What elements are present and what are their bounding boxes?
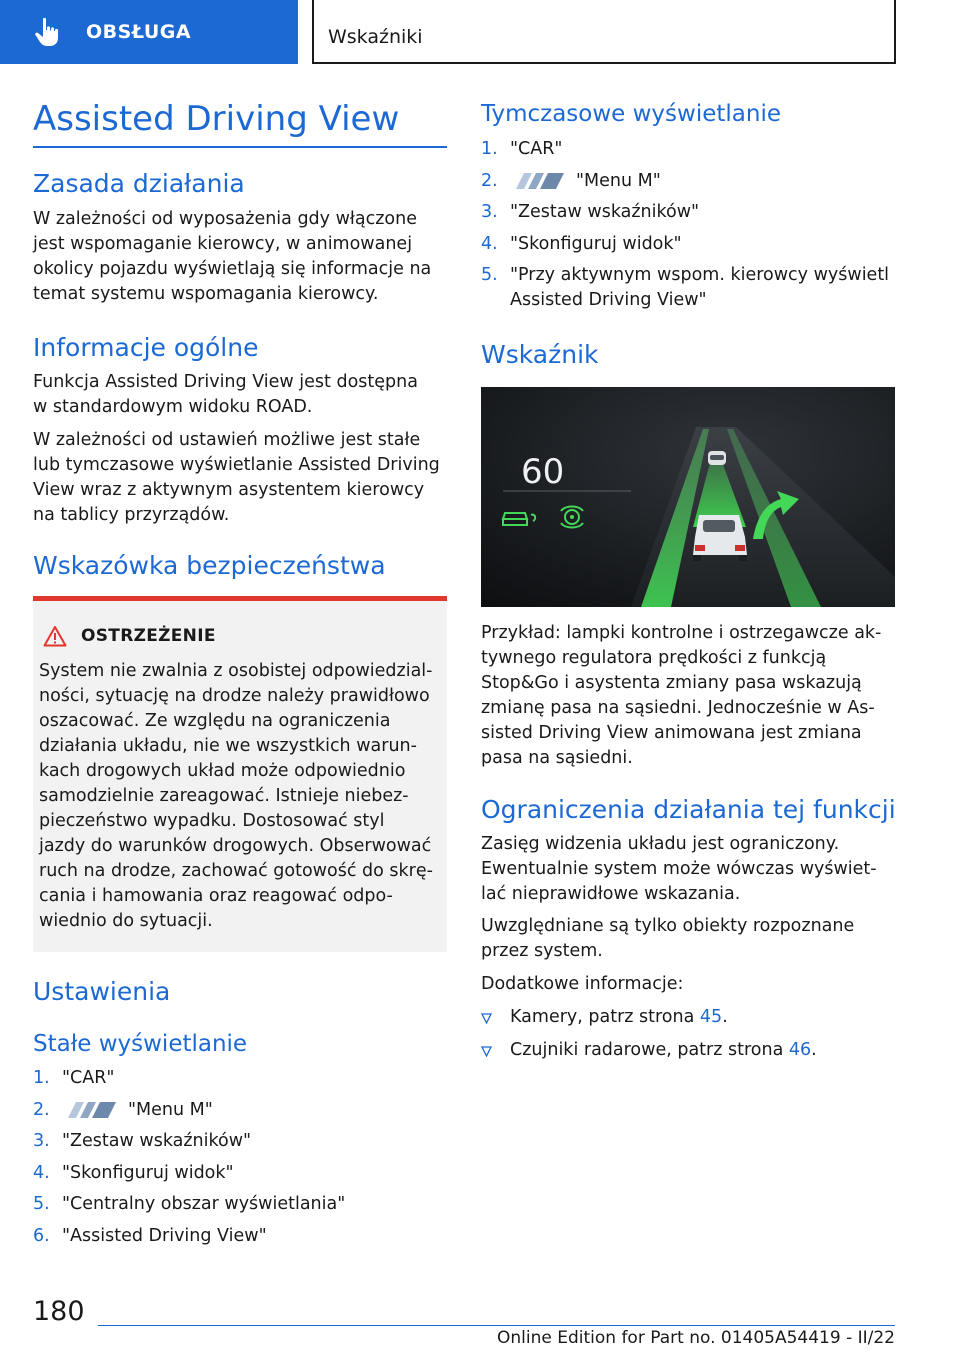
section-tab bbox=[0, 0, 298, 64]
temporary-steps bbox=[481, 137, 895, 319]
permanent-steps bbox=[33, 1066, 447, 1255]
speed-value: 60 bbox=[521, 452, 565, 492]
safety-heading: Wskazówka bezpieczeństwa bbox=[33, 551, 386, 580]
limits-text-3: Dodatkowe informacje: bbox=[481, 974, 684, 994]
list-item: 1. "CAR" bbox=[33, 1068, 115, 1088]
bullet-triangle-icon bbox=[481, 1013, 492, 1024]
list-item: 2. "Menu M" bbox=[33, 1099, 213, 1120]
warning-triangle-icon bbox=[43, 625, 67, 647]
list-item: 4. "Skonfiguruj widok" bbox=[481, 233, 682, 254]
limits-text-1: Zasięg widzenia układu jest ograniczony. Ewentualnie system może wówczas wyświet- lać nieprawidłowe wskazania. bbox=[481, 834, 877, 904]
limits-heading: Ograniczenia działania tej funkcji bbox=[481, 795, 896, 824]
page-title: Assisted Driving View bbox=[33, 99, 400, 139]
list-item: 5. "Centralny obszar wyświetlania" bbox=[33, 1194, 346, 1214]
permanent-heading: Stałe wyświetlanie bbox=[33, 1031, 248, 1057]
related-links-list bbox=[481, 1005, 895, 1071]
list-item: 2. "Menu M" bbox=[481, 170, 661, 191]
title-rule bbox=[33, 146, 447, 148]
list-item: 1. "CAR" bbox=[481, 139, 563, 159]
list-item: 4. "Skonfiguruj widok" bbox=[33, 1162, 234, 1183]
m-menu-icon bbox=[510, 173, 564, 189]
limits-text-2: Uwzględniane są tylko obiekty rozpoznane przez system. bbox=[481, 916, 855, 961]
list-item: Kamery, patrz strona 45. bbox=[481, 1005, 895, 1038]
indicator-heading: Wskaźnik bbox=[481, 340, 599, 369]
general-text-2: W zależności od ustawień możliwe jest stałe lub tymczasowe wyświetlanie Assisted Driving View wraz z aktywnym asystentem kierowcy na tablicy przyrządów. bbox=[33, 430, 440, 525]
list-item: Czujniki radarowe, patrz strona 46. bbox=[481, 1038, 895, 1071]
edition-footer: Online Edition for Part no. 01405A54419 - II/22 bbox=[496, 1328, 895, 1348]
list-item: 5. "Przy aktywnym wspom. kierowcy wyświetl Assisted Driving View" bbox=[481, 265, 890, 310]
m-menu-icon bbox=[62, 1102, 116, 1118]
general-text-1: Funkcja Assisted Driving View jest dostępna w standardowym widoku ROAD. bbox=[33, 372, 418, 417]
list-item: 3. "Zestaw wskaźników" bbox=[33, 1131, 252, 1151]
warning-header bbox=[43, 625, 216, 647]
section-label: OBSŁUGA bbox=[86, 21, 192, 43]
page-link-45[interactable]: 45 bbox=[699, 1007, 723, 1027]
chapter-title-box bbox=[312, 0, 896, 64]
footer-rule bbox=[98, 1325, 895, 1326]
settings-heading: Ustawienia bbox=[33, 977, 171, 1006]
hand-pointer-icon bbox=[30, 15, 64, 49]
list-item: 3. "Zestaw wskaźników" bbox=[481, 202, 700, 222]
indicator-caption: Przykład: lampki kontrolne i ostrzegawcze ak- tywnego regulatora prędkości z funkcją Stop&Go i asystenta zmiany pasa wskazują zmianę pasa na sąsiedni. Jednocześnie w As- sisted Driving View animowana jest zmiana pasa na sąsiedni. bbox=[481, 623, 882, 768]
principle-heading: Zasada działania bbox=[33, 169, 245, 198]
list-item: 6. "Assisted Driving View" bbox=[33, 1225, 267, 1246]
page-number: 180 bbox=[33, 1296, 85, 1327]
page-link-46[interactable]: 46 bbox=[788, 1040, 812, 1060]
warning-box bbox=[33, 596, 447, 952]
chapter-title: Wskaźniki bbox=[328, 26, 423, 48]
warning-title: OSTRZEŻENIE bbox=[81, 626, 216, 646]
warning-text: System nie zwalnia z osobistej odpowiedzial- ności, sytuację na drodze należy prawidłowo oszacować. Ze względu na ograniczenia działania układu, nie we wszystkich warun- kach drogowych układ może odpowiednio samodzielnie zareagować. Istnieje niebez- pieczeństwo wypadku. Dostosować styl jazdy do warunków drogowych. Obserwować ruch na drodze, zachować gotowość do skrę- cania i hamowania oraz reagować odpo- wiednio do sytuacji. bbox=[39, 661, 433, 931]
general-heading: Informacje ogólne bbox=[33, 333, 259, 362]
principle-text: W zależności od wyposażenia gdy włączone jest wspomaganie kierowcy, w animowanej okolicy pojazdu wyświetlają się informacje na temat systemu wspomagania kierowcy. bbox=[33, 209, 432, 304]
bullet-triangle-icon bbox=[481, 1046, 492, 1057]
temporary-heading: Tymczasowe wyświetlanie bbox=[481, 101, 781, 127]
assisted-driving-display-image bbox=[481, 387, 895, 607]
